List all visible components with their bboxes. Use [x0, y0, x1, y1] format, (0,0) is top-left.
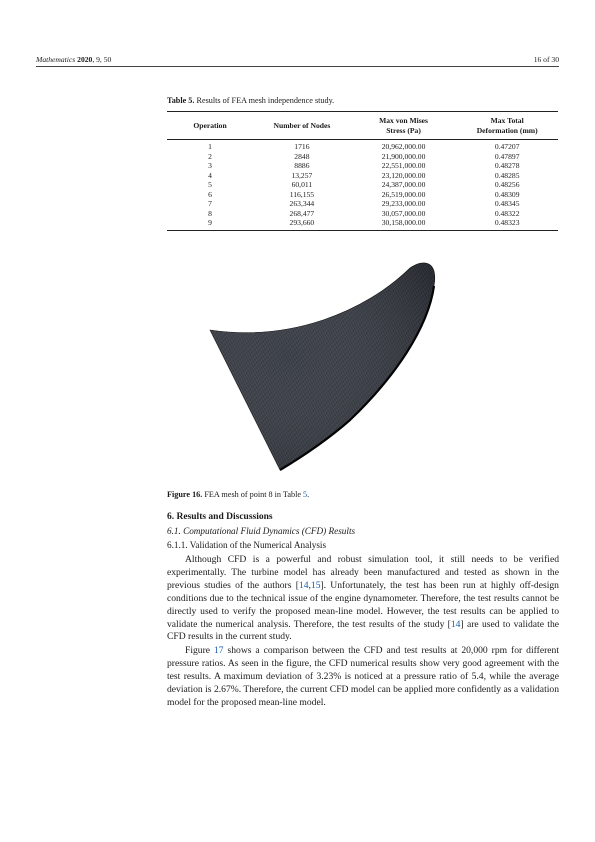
header-deformation-line1: Max Total [490, 116, 524, 125]
cell-stress: 20,962,000.00 [381, 142, 426, 151]
header-divider [36, 66, 559, 67]
figure-caption [167, 490, 309, 499]
cell-stress: 30,057,000.00 [381, 208, 426, 218]
journal-citation [36, 55, 111, 64]
page-number: 16 of 30 [533, 55, 559, 64]
paragraph1-text-1: Although CFD is a powerful and robust simulation tool, it still needs to be verified experimentally. The turbine model has already been manufactured and tested as shown in the previous studies of the authors [ [167, 554, 559, 591]
cell-operation: 5 [208, 180, 212, 189]
paragraph-validation [167, 554, 559, 644]
header-stress [351, 112, 457, 140]
cell-nodes: 60,011 [291, 180, 313, 189]
cell-operation: 8 [208, 208, 212, 218]
paragraph1-text-3: ]. Unfortunately, the test has been run at highly off-design conditions due to the technical issue of the engine dynamometer. Therefore, the test results cannot be directly used to verify the proposed mean-line model. However, the test results can be applied to validate the numerical analysis. Therefore, the test results of the study [ [167, 579, 559, 630]
cell-nodes: 1716 [294, 142, 310, 151]
table-row [167, 152, 558, 162]
cell-deformation: 0.48322 [494, 208, 520, 218]
journal-volume: , 9, 50 [92, 55, 112, 64]
cell-nodes: 8886 [294, 161, 310, 170]
cell-deformation: 0.47207 [494, 142, 520, 151]
table-row [167, 209, 558, 219]
paragraph1-text-4: ] are used to validate the CFD results in the current study. [167, 618, 560, 643]
cell-operation: 2 [208, 151, 212, 161]
subsection-title: 6.1. Computational Fluid Dynamics (CFD) Results [167, 526, 356, 536]
citation-link-14b[interactable]: 14 [450, 618, 461, 630]
cell-stress: 26,519,000.00 [381, 189, 426, 199]
cell-operation: 1 [208, 142, 212, 151]
cell-nodes: 2848 [294, 151, 310, 161]
citation-link-15[interactable]: 15 [310, 579, 321, 591]
figure-caption-end: . [307, 490, 310, 499]
paragraph2-text-1: Figure [185, 645, 214, 656]
figure-caption-label: Figure 16. [167, 490, 203, 499]
cell-deformation: 0.48256 [494, 180, 520, 189]
journal-name: Mathematics [36, 55, 76, 64]
cell-nodes: 116,155 [289, 189, 315, 199]
cell-deformation: 0.48278 [494, 161, 520, 170]
cell-deformation: 0.48285 [494, 170, 520, 180]
cell-operation: 4 [208, 170, 212, 180]
cell-stress: 22,551,000.00 [381, 161, 426, 170]
cell-deformation: 0.48345 [494, 199, 520, 208]
table-row [167, 218, 558, 230]
cell-operation: 3 [208, 161, 212, 170]
page-header [36, 51, 559, 64]
section-title: 6. Results and Discussions [167, 512, 273, 522]
cell-stress: 30,158,000.00 [351, 218, 457, 230]
table-body [167, 140, 558, 231]
table-row [167, 180, 558, 190]
header-deformation-line2: Deformation (mm) [476, 126, 538, 135]
subsubsection-title: 6.1.1. Validation of the Numerical Analysis [167, 540, 327, 550]
table-row [167, 199, 558, 209]
figure-reference-link[interactable]: 17 [213, 645, 224, 656]
cell-nodes: 13,257 [291, 170, 313, 180]
table-reference-link[interactable]: 5 [303, 490, 308, 499]
header-stress-line2: Stress (Pa) [386, 126, 421, 135]
cell-nodes: 263,344 [289, 199, 315, 208]
cell-operation: 6 [208, 189, 212, 199]
cell-deformation: 0.48309 [494, 189, 520, 199]
cell-deformation: 0.47897 [494, 151, 520, 161]
table-header-row [167, 112, 558, 140]
cell-operation: 9 [167, 218, 253, 230]
table-row [167, 161, 558, 171]
results-table [167, 111, 558, 231]
table-row [167, 140, 558, 152]
paragraph1-text-2: , [308, 579, 311, 591]
table-caption-text: Results of FEA mesh independence study. [194, 96, 335, 105]
cell-stress: 29,233,000.00 [381, 199, 426, 208]
cell-operation: 7 [208, 199, 212, 208]
header-operation: Operation [167, 112, 253, 140]
figure-caption-text: FEA mesh of point 8 in Table [202, 490, 304, 499]
table-caption-label: Table 5. [167, 96, 195, 105]
header-deformation [456, 112, 558, 140]
table-row [167, 190, 558, 200]
cell-stress: 23,120,000.00 [381, 170, 426, 180]
header-stress-line1: Max von Mises [379, 116, 429, 125]
cell-stress: 24,387,000.00 [381, 180, 426, 189]
header-nodes: Number of Nodes [253, 112, 351, 140]
citation-link-14[interactable]: 14 [298, 579, 309, 591]
journal-year: 2020 [77, 55, 93, 64]
fea-mesh-figure [200, 262, 450, 482]
table-row [167, 171, 558, 181]
cell-deformation: 0.48323 [456, 218, 558, 230]
cell-stress: 21,900,000.00 [381, 151, 426, 161]
cell-nodes: 293,660 [253, 218, 351, 230]
paragraph-comparison [167, 645, 559, 710]
mesh-shading [210, 263, 435, 470]
table-caption [167, 96, 334, 105]
cell-nodes: 268,477 [289, 208, 315, 218]
paragraph2-text-2: shows a comparison between the CFD and test results at 20,000 rpm for different pressure ratios. As seen in the figure, the CFD numerical results show very good agreement with the test results. A maximum deviation of 3.23% is noticed at a pressure ratio of 5.4, while the average deviation is 2.67%. Therefore, the current CFD model can be applied more confidently as a validation model for the proposed mean-line model. [167, 645, 559, 708]
